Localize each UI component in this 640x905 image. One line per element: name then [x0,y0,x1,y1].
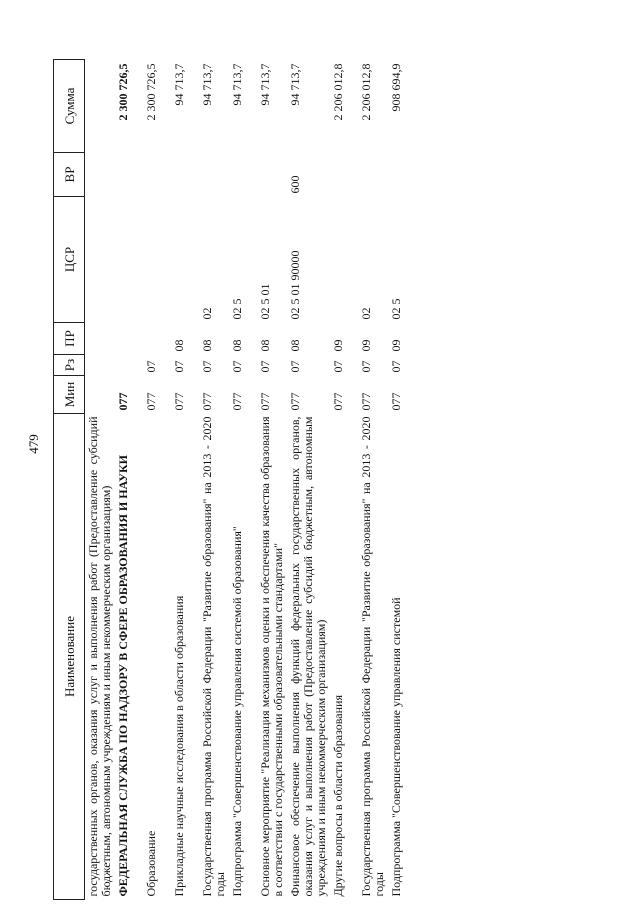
row-vr [229,153,257,197]
row-rz [85,355,116,376]
row-min: 077 [331,392,345,411]
row-pr [115,323,143,355]
row-min: 077 [288,392,302,411]
row-min: 077 [172,392,186,411]
row-rz: 07 [144,360,158,373]
table-row [171,60,199,900]
row-pr: 08 [200,339,214,352]
row-vr [358,153,388,197]
row-vr [257,153,287,197]
row-csr: 02 [359,307,373,320]
row-min: 077 [144,392,158,411]
row-min: 077 [258,392,272,411]
row-sum: 2 300 726,5 [116,63,130,121]
table-row [388,60,416,900]
row-name: ФЕДЕРАЛЬНАЯ СЛУЖБА ПО НАДЗОРУ В СФЕРЕ ОБРАЗОВАНИЯ И НАУКИ [116,454,130,897]
row-vr [171,153,199,197]
header-min: Мин [54,376,85,414]
row-vr: 600 [288,175,302,194]
row-rz: 07 [258,360,272,373]
table-header-row [54,60,85,900]
table-row [85,60,116,900]
budget-table [53,59,416,900]
table-row [115,60,143,900]
row-csr: 02 5 01 [258,283,272,320]
table-row [143,60,171,900]
row-rz: 07 [200,360,214,373]
row-sum: 2 206 012,8 [331,63,345,121]
row-min: 077 [116,392,130,411]
row-name: Государственная программа Российской Федерации "Развитие образования" на 2013 - 2020 годы [359,416,386,897]
row-sum: 908 694,9 [389,63,403,112]
row-pr: 08 [230,339,244,352]
row-rz: 07 [359,360,373,373]
row-sum: 94 713,7 [200,63,214,106]
row-vr [143,153,171,197]
row-csr [115,197,143,323]
row-sum: 94 713,7 [230,63,244,106]
row-csr: 02 5 [230,298,244,320]
row-pr [143,323,171,355]
row-min: 077 [230,392,244,411]
header-rz: Рз [54,355,85,376]
row-pr: 09 [359,339,373,352]
table-row [358,60,388,900]
row-rz: 07 [389,360,403,373]
row-csr [171,197,199,323]
table-row [287,60,330,900]
row-name: государственных органов, оказания услуг и выполнения работ (Предоставление субсидий бюджетным, автономным учреждениям и иным некоммерческим организациям) [86,416,113,897]
row-vr [330,153,358,197]
row-min: 077 [389,392,403,411]
header-vr: ВР [54,153,85,197]
row-csr [85,197,116,323]
row-vr [85,153,116,197]
row-name: Финансовое обеспечение выполнения функций федеральных государственных органов, оказания услуг и выполнения работ (Предоставление субсидий бюджетным, автономным учреждениям и иным некоммерческим организациям) [288,416,328,897]
header-sum: Сумма [54,60,85,153]
row-pr: 08 [172,339,186,352]
row-name: Другие вопросы в области образования [331,695,345,897]
row-pr: 08 [258,339,272,352]
row-sum: 2 206 012,8 [359,63,373,121]
row-pr [85,323,116,355]
row-csr: 02 [200,307,214,320]
page-number: 479 [25,434,41,454]
row-rz: 07 [331,360,345,373]
row-name: Подпрограмма "Совершенствование управления системой образования" [230,526,244,897]
row-vr [199,153,229,197]
header-csr: ЦСР [54,197,85,323]
header-name: Наименование [54,414,85,900]
row-name: Подпрограмма "Совершенствование управления системой [389,597,403,897]
row-rz: 07 [172,360,186,373]
row-pr: 09 [389,339,403,352]
table-row [199,60,229,900]
row-sum: 94 713,7 [172,63,186,106]
row-name: Государственная программа Российской Федерации "Развитие образования" на 2013 - 2020 годы [200,416,227,897]
row-name: Образование [144,830,158,897]
row-csr: 02 5 [389,298,403,320]
row-csr [330,197,358,323]
row-name: Основное мероприятие "Реализация механизмов оценки и обеспечения качества образования в соответствии с государственными образовательными стандартами" [258,416,285,897]
row-vr [115,153,143,197]
row-sum: 94 713,7 [288,63,302,106]
row-sum: 2 300 726,5 [144,63,158,121]
row-rz [115,355,143,376]
row-sum: 94 713,7 [258,63,272,106]
row-pr: 09 [331,339,345,352]
rotated-budget-table [53,60,599,900]
row-min [85,376,116,414]
table-row [257,60,287,900]
row-rz: 07 [230,360,244,373]
table-row [229,60,257,900]
row-pr: 08 [288,339,302,352]
row-rz: 07 [288,360,302,373]
row-min: 077 [359,392,373,411]
row-csr: 02 5 01 90000 [288,250,302,320]
row-sum [85,60,116,153]
header-pr: ПР [54,323,85,355]
row-csr [143,197,171,323]
table-row [330,60,358,900]
row-vr [388,153,416,197]
row-min: 077 [200,392,214,411]
row-name: Прикладные научные исследования в области образования [172,595,186,897]
